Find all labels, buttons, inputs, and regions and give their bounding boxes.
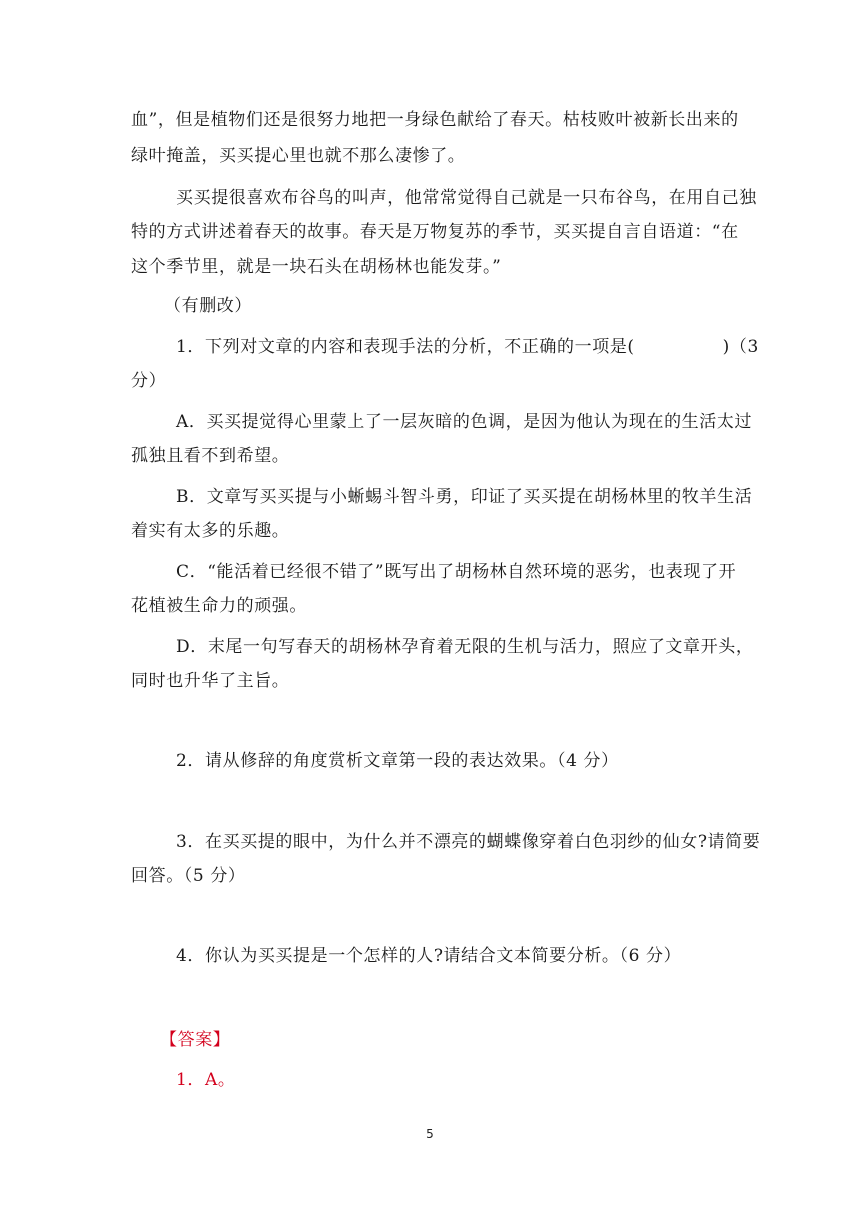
option-c-line1: C．“能活着已经很不错了”既写出了胡杨林自然环境的恶劣，也表现了开 — [176, 562, 737, 582]
passage-p2-line2: 特的方式讲述着春天的故事。春天是万物复苏的季节，买买提自言自语道：“在 — [131, 222, 739, 242]
passage-p2-line1: 买买提很喜欢布谷鸟的叫声，他常常觉得自己就是一只布谷鸟，在用自己独 — [176, 188, 757, 208]
option-c-line2: 花植被生命力的顽强。 — [131, 596, 307, 616]
question-1-line1: 1．下列对文章的内容和表现手法的分析，不正确的一项是( )（3 — [176, 337, 759, 357]
passage-p1-line1: 血”，但是植物们还是很努力地把一身绿色献给了春天。枯枝败叶被新长出来的 — [131, 110, 739, 130]
option-d-line2: 同时也升华了主旨。 — [131, 671, 290, 691]
option-b-line1: B．文章写买买提与小蜥蜴斗智斗勇，印证了买买提在胡杨林里的牧羊生活 — [176, 487, 753, 507]
question-4: 4．你认为买买提是一个怎样的人?请结合文本简要分析。（6 分） — [176, 946, 682, 966]
answer-heading: 【答案】 — [160, 1030, 231, 1050]
question-2: 2．请从修辞的角度赏析文章第一段的表达效果。（4 分） — [176, 751, 619, 771]
option-a-line1: A．买买提觉得心里蒙上了一层灰暗的色调，是因为他认为现在的生活太过 — [176, 412, 753, 432]
question-1-line2: 分） — [131, 371, 167, 391]
passage-p1-line2: 绿叶掩盖，买买提心里也就不那么凄惨了。 — [131, 146, 466, 166]
option-b-line2: 着实有太多的乐趣。 — [131, 521, 290, 541]
question-3-line1: 3．在买买提的眼中，为什么并不漂亮的蝴蝶像穿着白色羽纱的仙女?请简要 — [176, 832, 761, 852]
option-a-line2: 孤独且看不到希望。 — [131, 446, 290, 466]
page-number: 5 — [426, 1127, 434, 1141]
source-note: （有删改） — [164, 296, 252, 316]
option-d-line1: D．末尾一句写春天的胡杨林孕育着无限的生机与活力，照应了文章开头， — [176, 637, 754, 657]
passage-p2-line3: 这个季节里，就是一块石头在胡杨林也能发芽。” — [131, 257, 502, 277]
question-3-line2: 回答。（5 分） — [131, 866, 246, 886]
answer-1: 1．A。 — [176, 1070, 236, 1090]
